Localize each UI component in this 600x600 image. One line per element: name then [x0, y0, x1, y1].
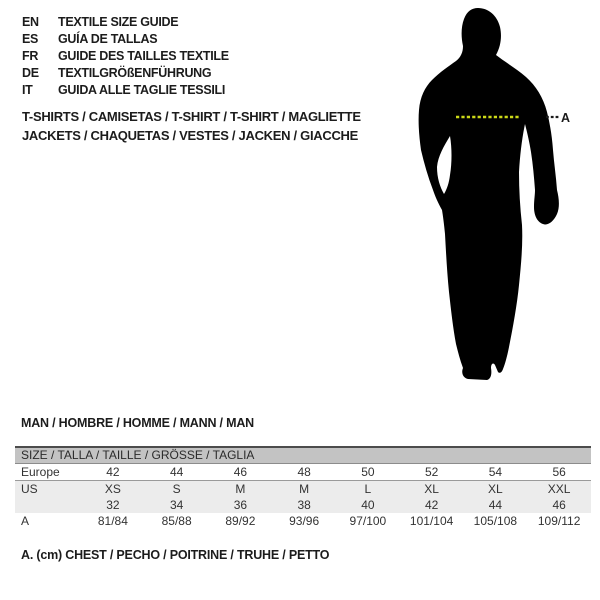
language-label: TEXTILGRÖßENFÜHRUNG [58, 66, 212, 80]
language-code: DE [22, 66, 39, 80]
size-row-label: Europe [21, 465, 60, 479]
size-table-row [15, 464, 591, 481]
size-value-cell: 36 [233, 498, 248, 512]
size-row-label: A [21, 514, 30, 528]
language-label: TEXTILE SIZE GUIDE [58, 15, 179, 29]
size-value-cell: 48 [297, 465, 311, 479]
language-row [22, 31, 229, 48]
size-value-cell: M [299, 482, 310, 496]
size-value-cell: 101/104 [409, 514, 454, 528]
size-value-cell: 81/84 [97, 514, 128, 528]
language-row [22, 14, 229, 31]
size-table [15, 446, 591, 529]
language-label: GUIDE DES TAILLES TEXTILE [58, 49, 229, 63]
size-value-cell: 54 [488, 465, 503, 479]
size-value-cell: 85/88 [161, 514, 192, 528]
language-code: ES [22, 32, 39, 46]
size-value-cell: L [364, 482, 372, 496]
size-value-cell: XL [424, 482, 439, 496]
measurement-footnote: A. (cm) CHEST / PECHO / POITRINE / TRUHE / PETTO [21, 548, 330, 562]
language-code: IT [22, 83, 33, 97]
size-value-cell: 56 [552, 465, 566, 479]
category-lines [22, 107, 361, 145]
size-value-cell: 93/96 [289, 514, 320, 528]
section-title: MAN / HOMBRE / HOMME / MANN / MAN [21, 416, 254, 430]
size-value-cell: 97/100 [349, 514, 387, 528]
language-row [22, 65, 229, 82]
size-value-cell: 34 [169, 498, 184, 512]
language-row [22, 48, 229, 65]
size-value-cell: 109/112 [537, 514, 581, 528]
size-value-cell: XXL [547, 482, 571, 496]
size-value-cell: 46 [552, 498, 566, 512]
size-value-cell: S [172, 482, 181, 496]
man-silhouette [419, 8, 559, 380]
language-list [22, 14, 229, 99]
size-value-cell: M [235, 482, 246, 496]
measurement-a-label: A [561, 111, 571, 125]
size-value-cell: 46 [233, 465, 248, 479]
size-value-cell: 42 [106, 465, 120, 479]
size-value-cell: 52 [424, 465, 439, 479]
size-value-cell: 42 [424, 498, 439, 512]
size-table-row [15, 513, 591, 529]
language-code: EN [22, 15, 39, 29]
size-value-cell: XL [488, 482, 503, 496]
size-value-cell: 105/108 [473, 514, 518, 528]
category-line: JACKETS / CHAQUETAS / VESTES / JACKEN / GIACCHE [22, 128, 358, 143]
size-value-cell: 38 [297, 498, 311, 512]
size-value-cell: 32 [106, 498, 120, 512]
size-table-header: SIZE / TALLA / TAILLE / GRÖSSE / TAGLIA [15, 448, 591, 464]
size-table-row [15, 497, 591, 513]
size-value-cell: XS [104, 482, 121, 496]
size-value-cell: 89/92 [225, 514, 256, 528]
size-value-cell: 40 [361, 498, 375, 512]
language-label: GUIDA ALLE TAGLIE TESSILI [58, 83, 226, 97]
language-code: FR [22, 49, 39, 63]
category-line: T-SHIRTS / CAMISETAS / T-SHIRT / T-SHIRT / MAGLIETTE [22, 109, 361, 124]
size-value-cell: 44 [488, 498, 503, 512]
size-value-cell: 50 [361, 465, 375, 479]
language-row [22, 82, 229, 99]
size-row-label: US [21, 482, 38, 496]
language-label: GUÍA DE TALLAS [58, 32, 158, 46]
size-value-cell: 44 [169, 465, 184, 479]
size-table-row [15, 481, 591, 497]
